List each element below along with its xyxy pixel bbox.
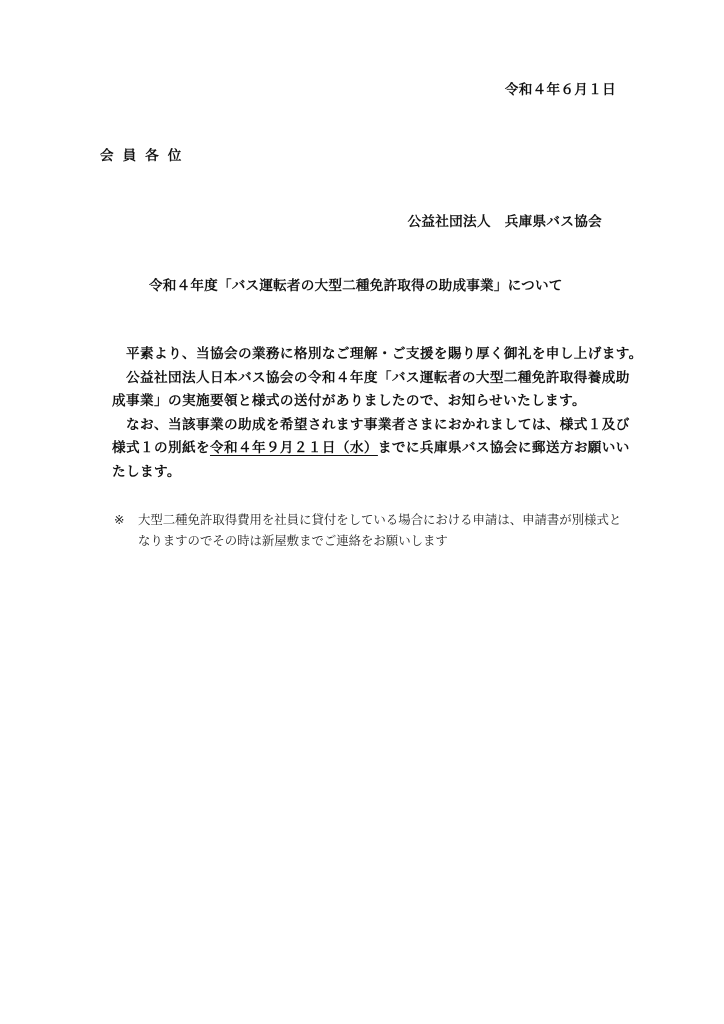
document-body: [112, 343, 643, 484]
paragraph-request-line-3: たします。: [112, 463, 181, 480]
footnote-line-1: [114, 509, 634, 530]
paragraph-notice-line-1: 公益社団法人日本バス協会の令和４年度「バス運転者の大型二種免許取得養成助: [126, 369, 630, 386]
note-mark: ※: [114, 512, 125, 527]
deadline-date: 令和４年９月２１日（水）: [209, 440, 378, 456]
footnote: [114, 509, 634, 551]
request-text-after-deadline: までに兵庫県バス協会に郵送方お願いい: [377, 440, 630, 456]
footnote-text-1: 大型二種免許取得費用を社員に貸付をしている場合における申請は、申請書が別様式と: [138, 512, 622, 527]
sender-organization: 公益社団法人 兵庫県バス協会: [407, 214, 602, 230]
addressee: 会員各位: [100, 148, 191, 164]
footnote-line-2: なりますのでその時は新屋敷までご連絡をお願いします: [138, 533, 448, 548]
request-text-before-deadline: 様式１の別紙を: [112, 440, 210, 456]
paragraph-request-line-1: なお、当該事業の助成を希望されます事業者さまにおかれましては、様式１及び: [126, 416, 630, 433]
paragraph-request-line-2: [112, 437, 632, 461]
paragraph-notice-line-2: 成事業」の実施要領と様式の送付がありましたので、お知らせいたします。: [112, 393, 587, 409]
document-date: 令和４年６月１日: [504, 82, 616, 98]
paragraph-greeting: 平素より、当協会の業務に格別なご理解・ご支援を賜り厚く御礼を申し上げます。: [126, 346, 643, 362]
document-subject: 令和４年度「バス運転者の大型二種免許取得の助成事業」について: [149, 278, 563, 294]
